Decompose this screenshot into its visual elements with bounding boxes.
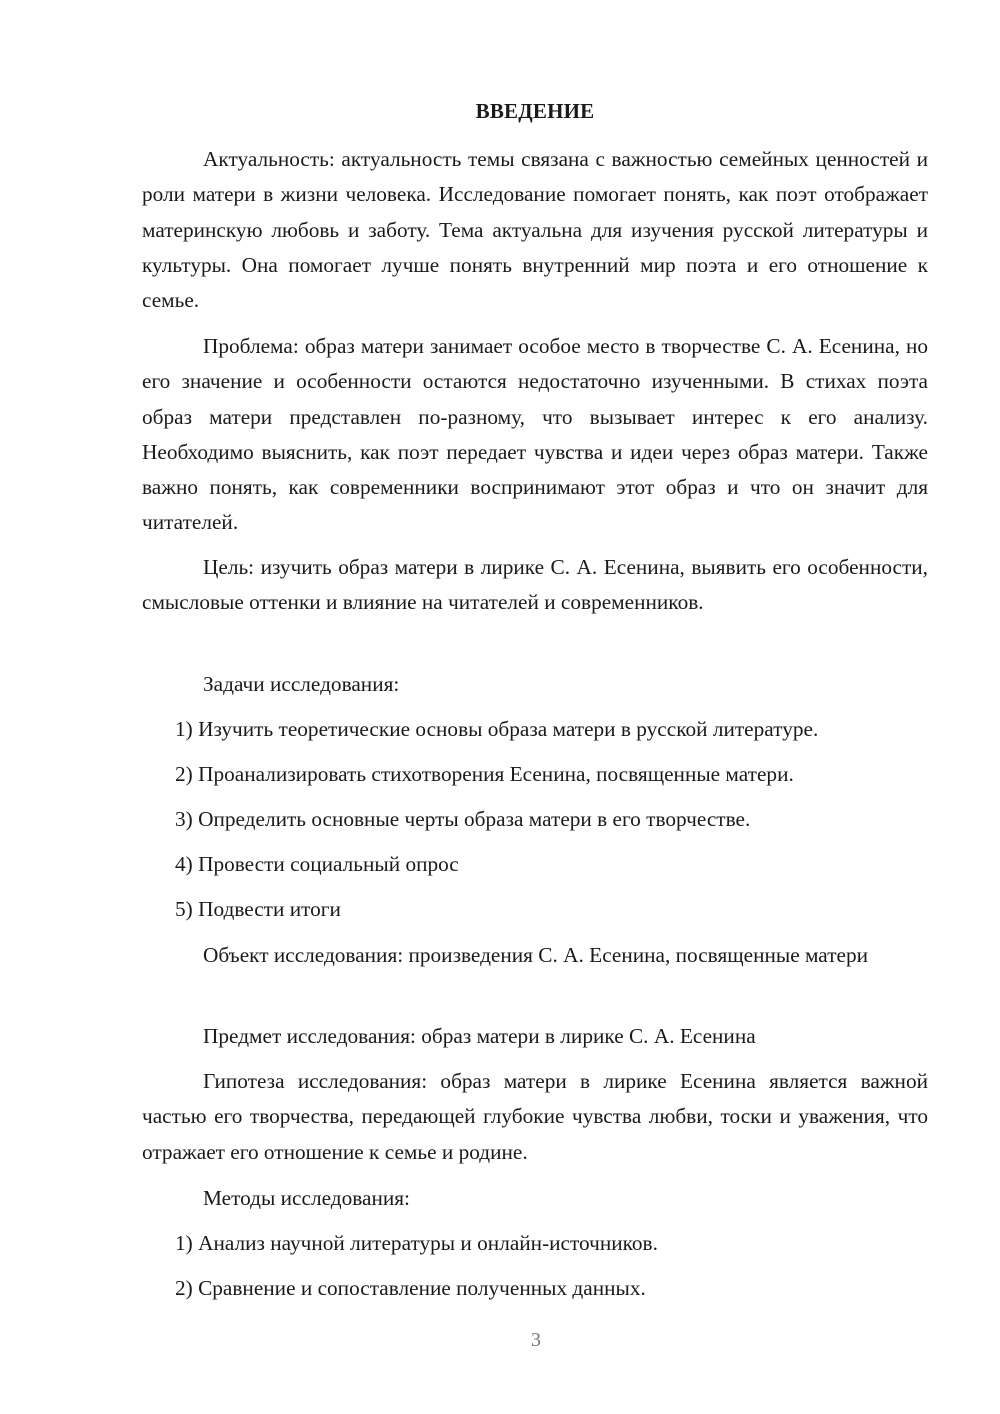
hypothesis-paragraph: Гипотеза исследования: образ матери в лирике Есенина является важной частью его творчества, передающей глубокие чувства любви, тоски и уважения, что отражает его отношение к семье и родине. [142, 1069, 928, 1164]
goal-paragraph: Цель: изучить образ матери в лирике С. А. Есенина, выявить его особенности, смысловые оттенки и влияние на читателей и современников. [142, 555, 928, 615]
tasks-heading: Задачи исследования: [203, 672, 400, 696]
method-item: 2) Сравнение и сопоставление полученных данных. [175, 1276, 646, 1300]
section-title: ВВЕДЕНИЕ [475, 99, 595, 123]
task-item: 1) Изучить теоретические основы образа матери в русской литературе. [175, 717, 819, 741]
method-item: 1) Анализ научной литературы и онлайн-источников. [175, 1231, 658, 1255]
object-paragraph: Объект исследования: произведения С. А. Есенина, посвященные матери [203, 943, 869, 967]
relevance-paragraph: Актуальность: актуальность темы связана с важностью семейных ценностей и роли матери в жизни человека. Исследование помогает понять, как поэт отображает материнскую любовь и заботу. Тема актуальна для изучения русской литературы и культуры. Она помогает лучше понять внутренний мир поэта и его отношение к семье. [142, 147, 928, 313]
task-item: 5) Подвести итоги [175, 897, 341, 921]
task-item: 3) Определить основные черты образа матери в его творчестве. [175, 807, 751, 831]
problem-paragraph: Проблема: образ матери занимает особое место в творчестве С. А. Есенина, но его значение и особенности остаются недостаточно изученными. В стихах поэта образ матери представлен по-разному, что вызывает интерес к его анализу. Необходимо выяснить, как поэт передает чувства и идеи через образ матери. Также важно понять, как современники воспринимают этот образ и что он значит для читателей. [142, 334, 928, 535]
subject-paragraph: Предмет исследования: образ матери в лирике С. А. Есенина [203, 1024, 756, 1048]
page-number: 3 [531, 1329, 541, 1351]
task-item: 4) Провести социальный опрос [175, 852, 459, 876]
task-item: 2) Проанализировать стихотворения Есенина, посвященные матери. [175, 762, 794, 786]
methods-heading: Методы исследования: [203, 1186, 410, 1210]
